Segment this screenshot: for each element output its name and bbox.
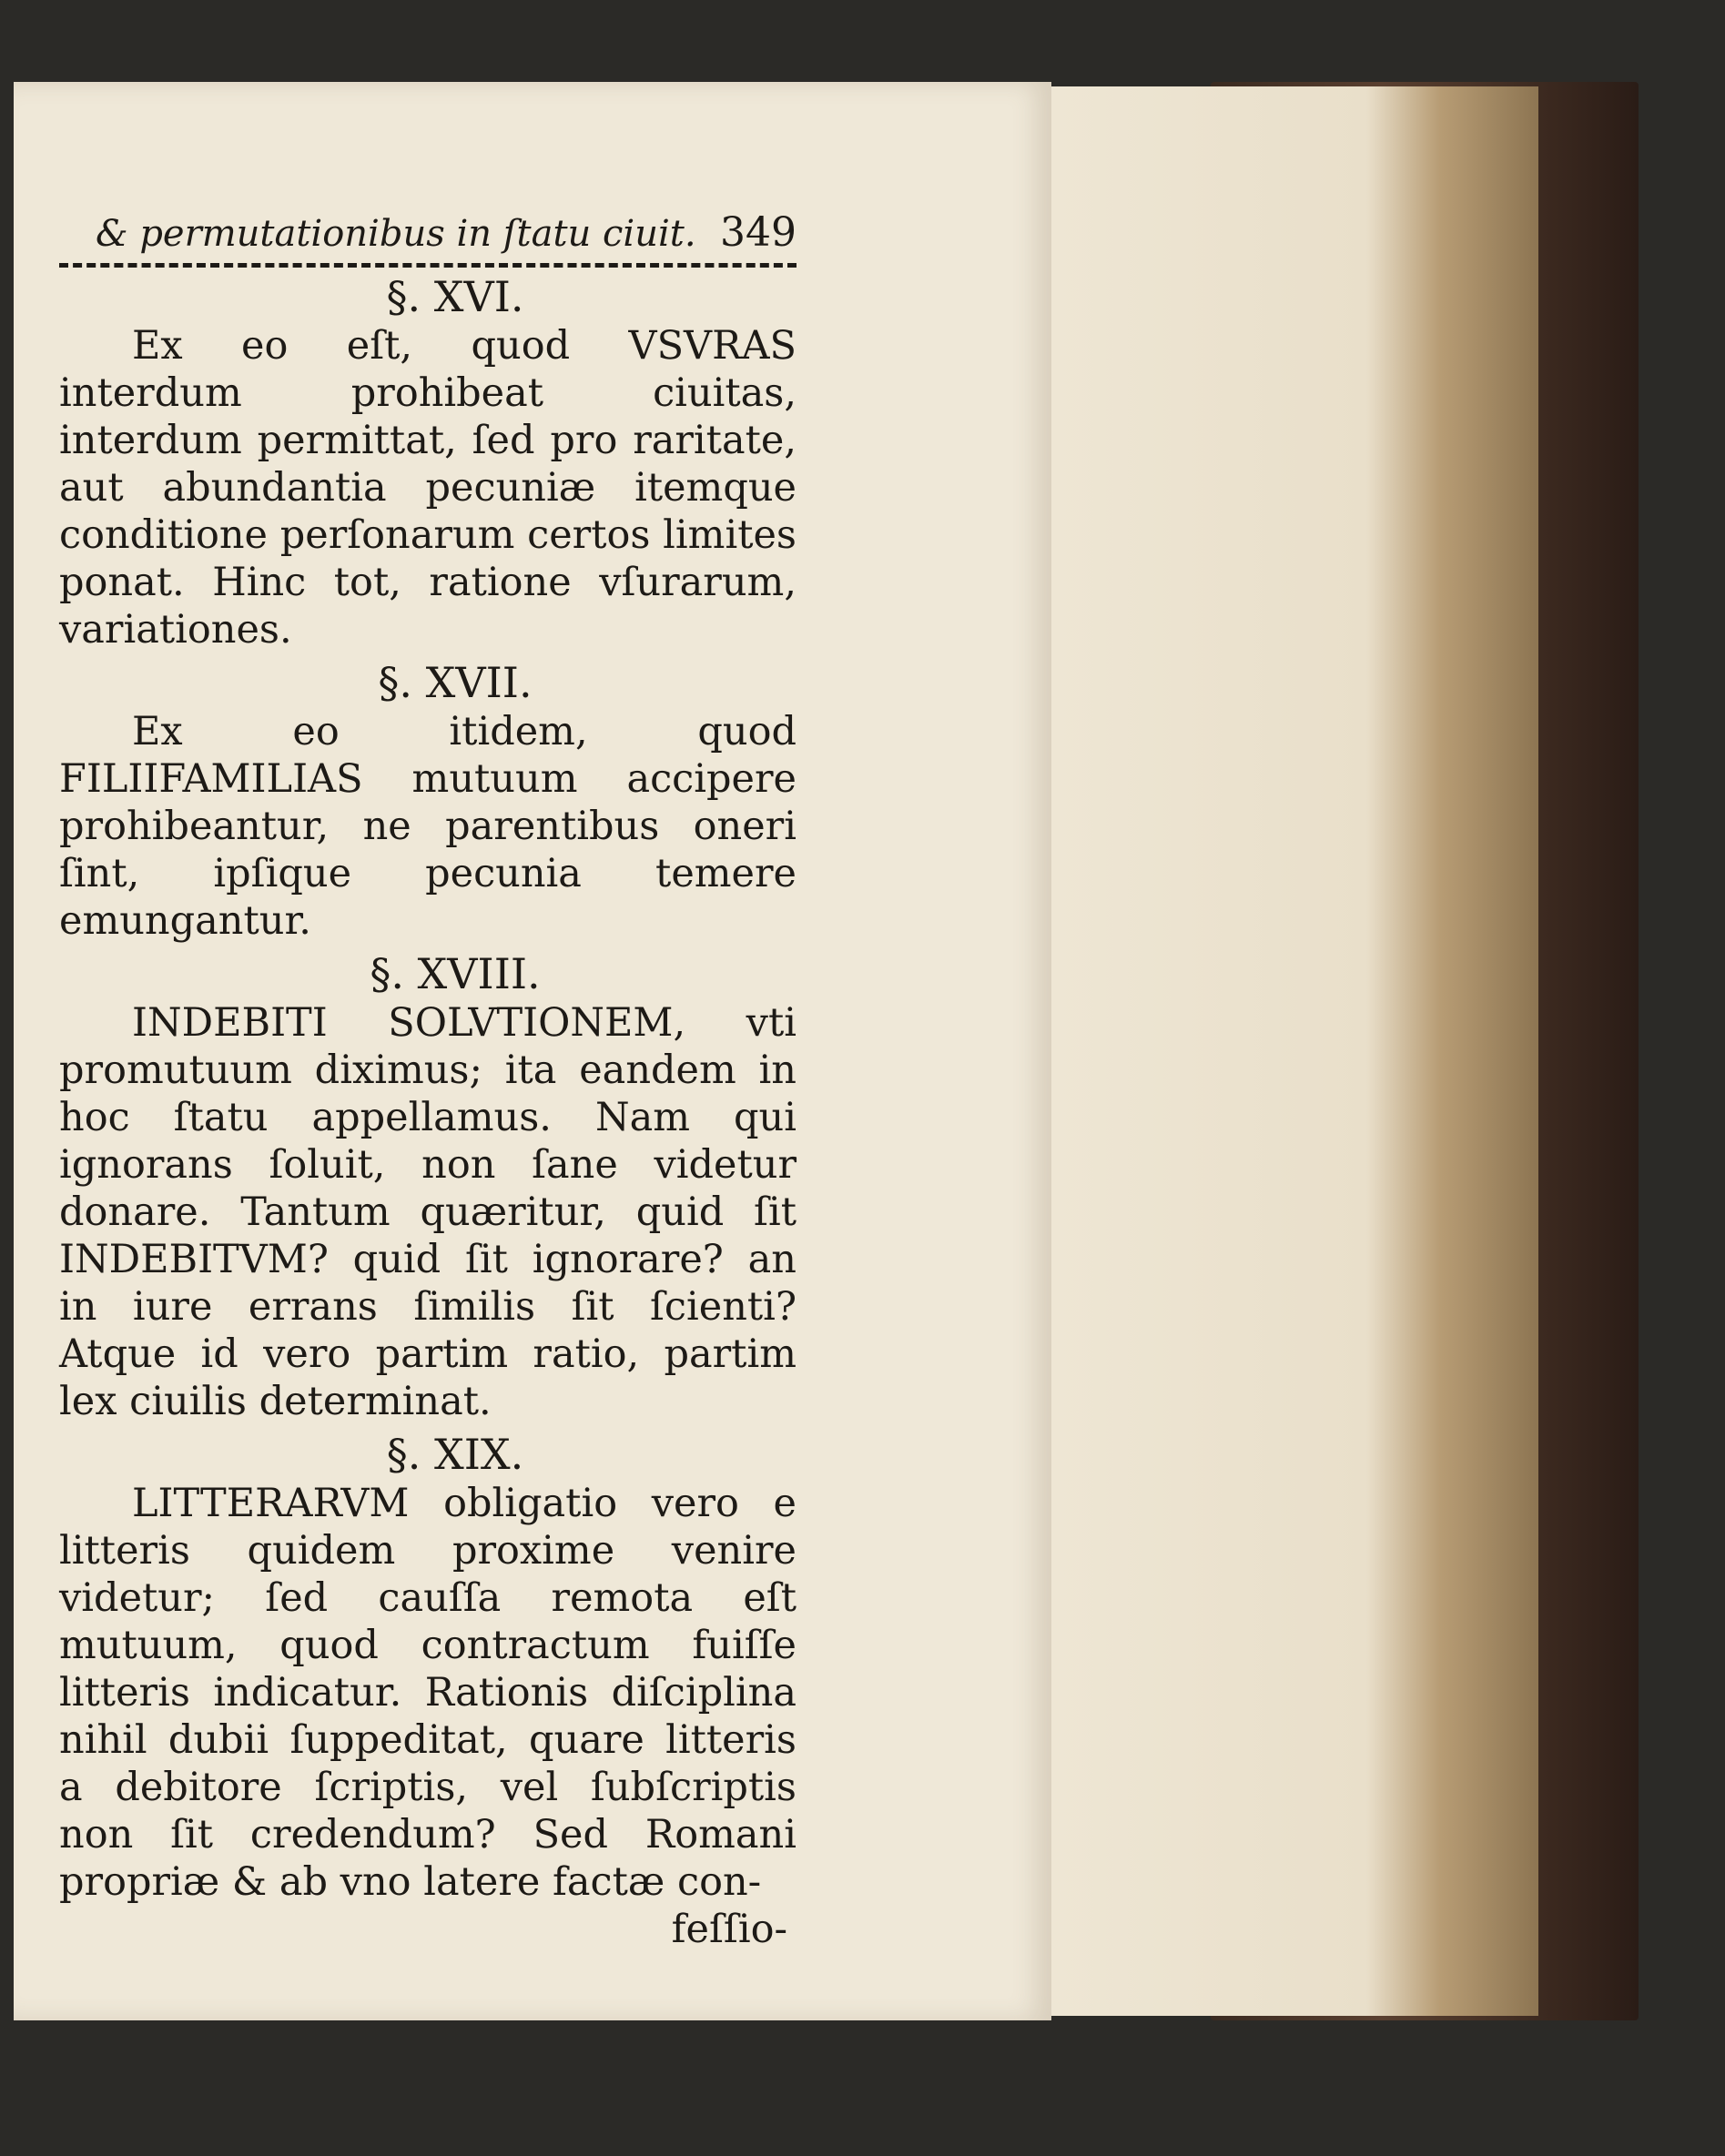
section-text-xvii: Ex eo itidem, quod FILIIFAMILIAS mutuum accipere prohibeantur, ne parentibus oneri ſint, ipſique pecunia temere emungantur. [59, 709, 797, 944]
section-heading-xix: §. XIX. [386, 1430, 524, 1479]
section-text-xix: LITTERARVM obligatio vero e litteris quidem proxime venire videtur; ſed cauſſa remota eſt mutuum, quod contractum fuiſſe litteris indicatur. Rationis diſciplina nihil dubii ſuppeditat, quare litteris a debitore ſcriptis, vel ſubſcriptis non ſit credendum? Sed Romani propriæ & ab vno latere factæ con- [59, 1481, 797, 1905]
catchword: feſſio- [671, 1907, 787, 1952]
section-text-xviii: INDEBITI SOLVTIONEM, vti promutuum diximus; ita eandem in hoc ſtatu appellamus. Nam qui ignorans ſoluit, non ſane videtur donare. Tantum quæritur, quid ſit INDEBITVM? quid ſit ignorare? an in iure errans ſimilis ſit ſcienti? Atque id vero partim ratio, partim lex ciuilis determinat. [59, 1000, 797, 1424]
text-block [59, 209, 797, 1953]
left-page [14, 82, 1051, 2020]
header-rule [59, 263, 797, 268]
blank-right-page [1047, 86, 1538, 2016]
section-text-xvi: Ex eo eſt, quod VSVRAS interdum prohibeat ciuitas, interdum permittat, ſed pro raritate, aut abundantia pecuniæ itemque conditione perſonarum certos limites ponat. Hinc tot, ratione vſurarum, variationes. [59, 323, 797, 653]
section-heading-xviii: §. XVIII. [370, 949, 541, 998]
page-number: 349 [720, 209, 797, 256]
section-heading-xvi: §. XVI. [386, 272, 524, 321]
running-head [59, 209, 797, 256]
running-head-title: & permutationibus in ſtatu ciuit. [96, 213, 696, 255]
section-heading-xvii: §. XVII. [378, 658, 533, 707]
